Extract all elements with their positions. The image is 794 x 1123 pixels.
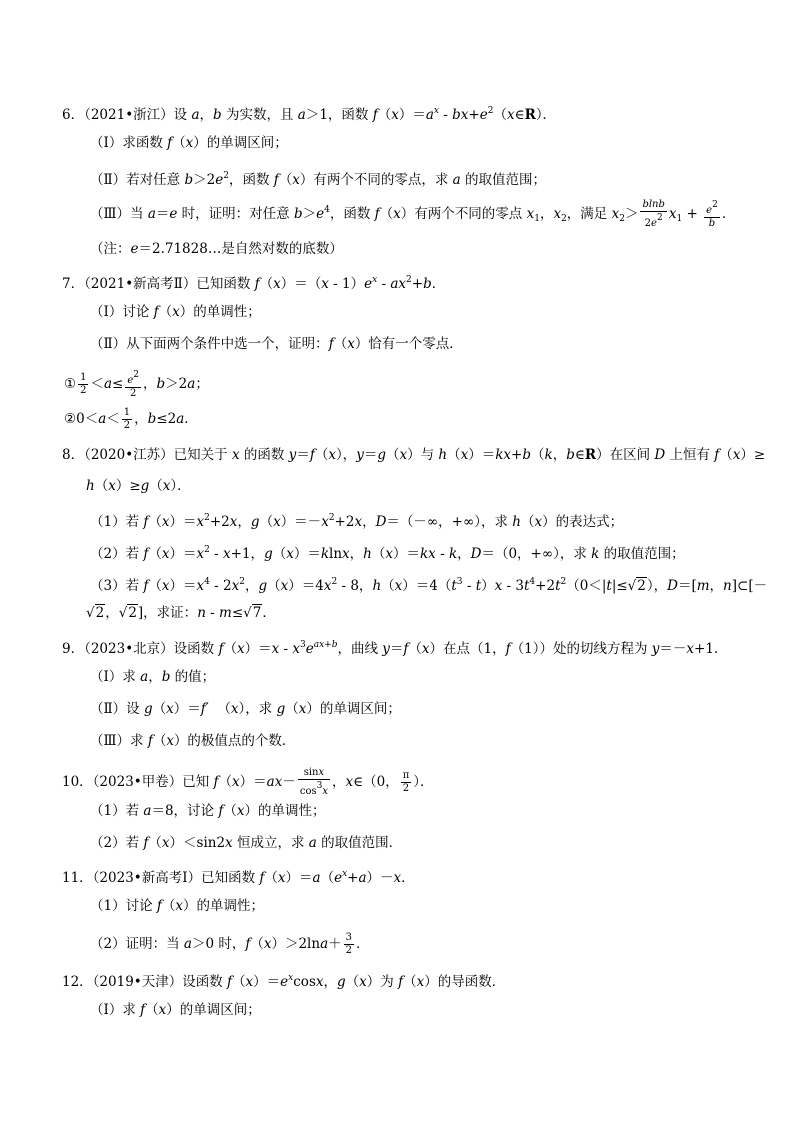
problem-10-part-1: （1）若 a＝8，讨论 f（x）的单调性； [90, 803, 326, 819]
problem-6-head: 6．（2021•浙江）设 a，b 为实数，且 a＞1，函数 $f(x)=a^x$ - $bx+e^2(x\in R)$． [62, 106, 557, 123]
problem-7-condition-2: ②0＜a＜ $\frac{1}{2}$ ，b≤2a． [64, 407, 198, 431]
problem-11-part-2: （2）证明：当 a＞0 时，f（x）＞2lna＋ $\frac{3}{2}$ ． [90, 932, 370, 956]
problem-11-part-1: （1）讨论 f（x）的单调性； [90, 898, 265, 914]
problem-9-part-1: （Ⅰ）求 a，b 的值； [90, 669, 216, 685]
problem-8-part-1: （1）若 $f(x)=x^2+2x$，$g(x)=-x^2+2x$，D＝（－∞，+∞），求 h（x）的表达式； [90, 513, 624, 530]
problem-8-part-3: （3）若 $f(x)=x^4 - 2x^2$，$g(x)=4x^2 - 8$，$h(x)=4(t^3 - t)x - 3t^4+2t^2(0<|t|\le√2)$，D＝[m，n]⊂[－ [90, 577, 768, 594]
problem-7-head: 7．（2021•新高考Ⅱ）已知函数 $f(x)=(x - 1)e^x - ax^2+b$． [62, 275, 446, 292]
problem-8-head-cont: h（x）≥g（x）． [86, 478, 191, 494]
problem-8-part-2: （2）若 $f(x)=x^2 - x+1$，g（x）＝klnx，h（x）＝kx - k，D＝（0，+∞），求 k 的取值范围； [90, 545, 685, 562]
problem-10-part-2: （2）若 f（x）＜sin2x 恒成立，求 a 的取值范围． [90, 835, 403, 851]
problem-6-note: （注：e＝2.71828…是自然对数的底数） [90, 241, 343, 257]
problem-8-part-3-cont: √2，√2]，求证：n - m≤√7． [86, 605, 276, 621]
problem-9-part-3: （Ⅲ）求 f（x）的极值点的个数． [90, 733, 296, 749]
problem-9-head: 9．（2023•北京）设函数 $f(x)=x - x^3e^{ax+b}$，曲线 y＝f（x）在点（1，f（1））处的切线方程为 y＝－x+1． [62, 640, 728, 657]
problem-6-part-1: （Ⅰ）求函数 f（x）的单调区间； [90, 135, 288, 151]
problem-8-head: 8．（2020•江苏）已知关于 x 的函数 y＝f（x），y＝g（x）与 h（x）＝kx+b（k，b∈R）在区间 D 上恒有 f（x）≥ [62, 447, 766, 463]
problem-9-part-2: （Ⅱ）设 g（x）＝f′ （x），求 g（x）的单调区间； [90, 701, 401, 717]
problem-7-part-1: （Ⅰ）讨论 f（x）的单调性； [90, 304, 261, 320]
problem-7-condition-1: ① $\frac{1}{2}$ ＜a≤ $\frac{e^2}{2}$ ，b＞2a； [64, 370, 209, 399]
problem-6-part-2: （Ⅱ）若对任意 $b>2e^2$，函数 f（x）有两个不同的零点，求 a 的取值范围； [90, 171, 547, 188]
problem-11-head: 11．（2023•新高考Ⅰ）已知函数 $f(x)=a(e^x+a)-x$． [62, 869, 415, 886]
problem-10-head: 10．（2023•甲卷）已知 f（x）＝ax－ $\frac{\sin x}{\cos^3x}$ ，x∈（0， $\frac{\pi}{2}$ ）． [62, 767, 434, 797]
problem-12-head: 12．（2019•天津）设函数 $f(x)=e^x\cos x$，g（x）为 f（x）的导函数． [62, 973, 506, 990]
problem-7-part-2: （Ⅱ）从下面两个条件中选一个，证明：f（x）恰有一个零点． [90, 336, 463, 352]
problem-12-part-1: （Ⅰ）求 f（x）的单调区间； [90, 1002, 261, 1018]
problem-6-part-3: （Ⅲ）当 a＝e 时，证明：对任意 $b>e^4$，函数 f（x）有两个不同的零点 $x_1$，$x_2$，满足 $x_2>$ $\frac{blnb}{2e^2}$ $x_1$ + $\frac{e^2}{b}$ ． [90, 199, 736, 229]
